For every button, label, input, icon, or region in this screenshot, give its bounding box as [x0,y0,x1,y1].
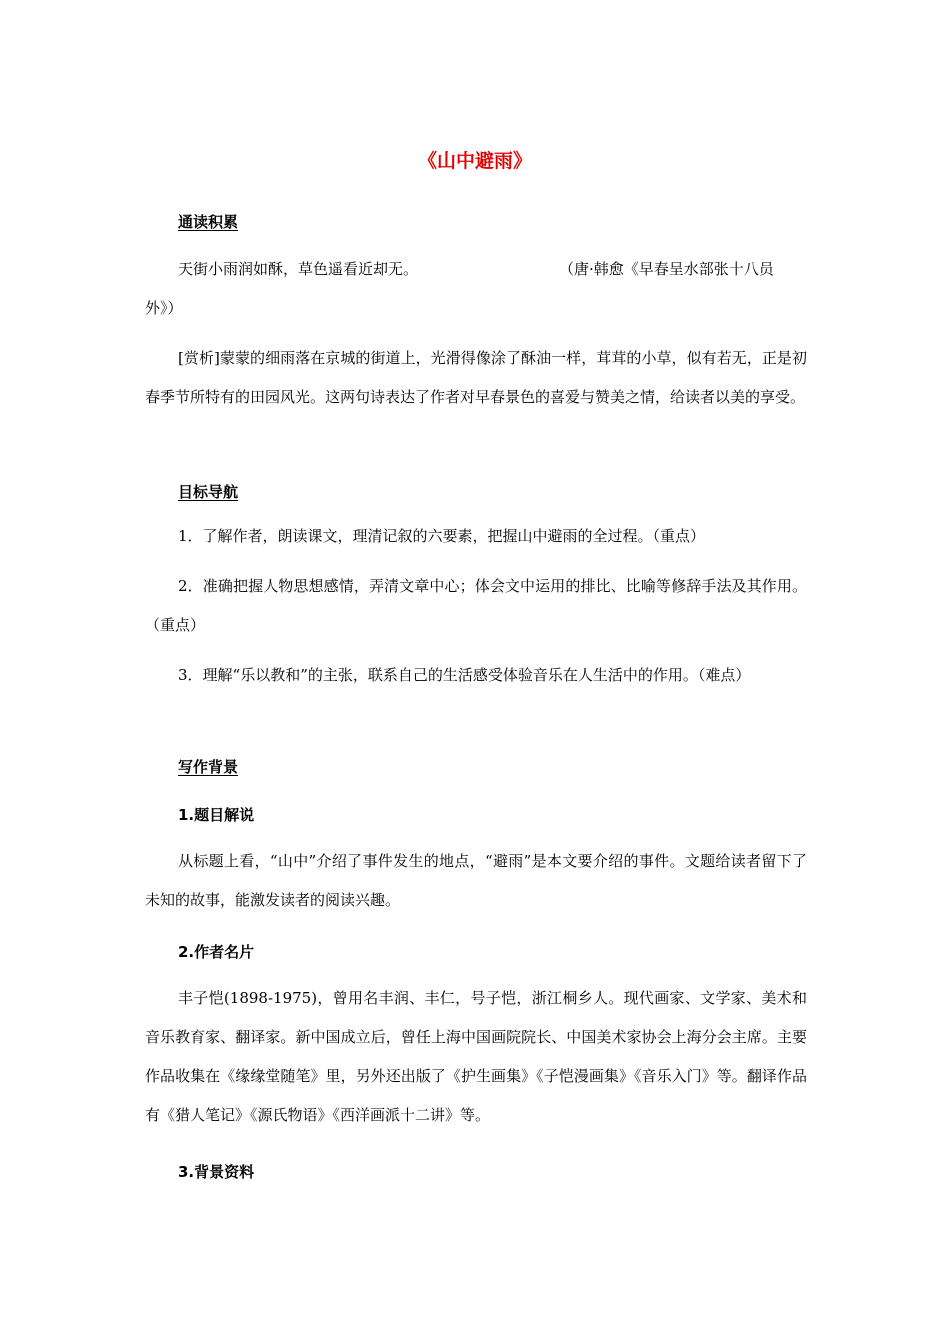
title-explanation-paragraph: 从标题上看，“山中”介绍了事件发生的地点，“避雨”是本文要介绍的事件。文题给读者留下了未知的故事，能激发读者的阅读兴趣。 [145,852,807,909]
author-card-paragraph: 丰子恺(1898-1975)，曾用名丰润、丰仁，号子恺，浙江桐乡人。现代画家、文学家、美术和音乐教育家、翻译家。新中国成立后，曾任上海中国画院院长、中国美术家协会上海分会主席。主要作品收集在《缘缘堂随笔》里，另外还出版了《护生画集》《子恺漫画集》《音乐入门》等。翻译作品有《猎人笔记》《源氏物语》《西洋画派十二讲》等。 [145,989,807,1124]
page-title: 《山中避雨》 [417,150,532,172]
poem-source: （唐·韩愈《早春呈水部张十八员 [559,260,774,278]
subheading-background-info: 3.背景资料 [178,1163,255,1181]
appreciation-paragraph: [赏析]蒙蒙的细雨落在京城的街道上，光滑得像涂了酥油一样，茸茸的小草，似有若无，正是初春季节所特有的田园风光。这两句诗表达了作者对早春景色的喜爱与赞美之情，给读者以美的享受。 [145,349,807,406]
section-heading-goals: 目标导航 [178,483,239,501]
goal-item-2: 2．准确把握人物思想感情，弄清文章中心；体会文中运用的排比、比喻等修辞手法及其作用。（重点） [145,577,807,634]
poem-source-continued: 外》） [145,299,183,317]
goal-item-3: 3．理解“乐以教和”的主张，联系自己的生活感受体验音乐在人生活中的作用。（难点） [178,666,751,684]
subheading-title-explanation: 1.题目解说 [178,806,255,824]
section-heading-background: 写作背景 [178,758,239,776]
goal-item-1: 1．了解作者，朗读课文，理清记叙的六要素，把握山中避雨的全过程。（重点） [178,527,706,545]
poem-line: 天街小雨润如酥，草色遥看近却无。 [178,260,419,278]
subheading-author-card: 2.作者名片 [178,943,255,961]
section-heading-reading: 通读积累 [178,213,239,231]
